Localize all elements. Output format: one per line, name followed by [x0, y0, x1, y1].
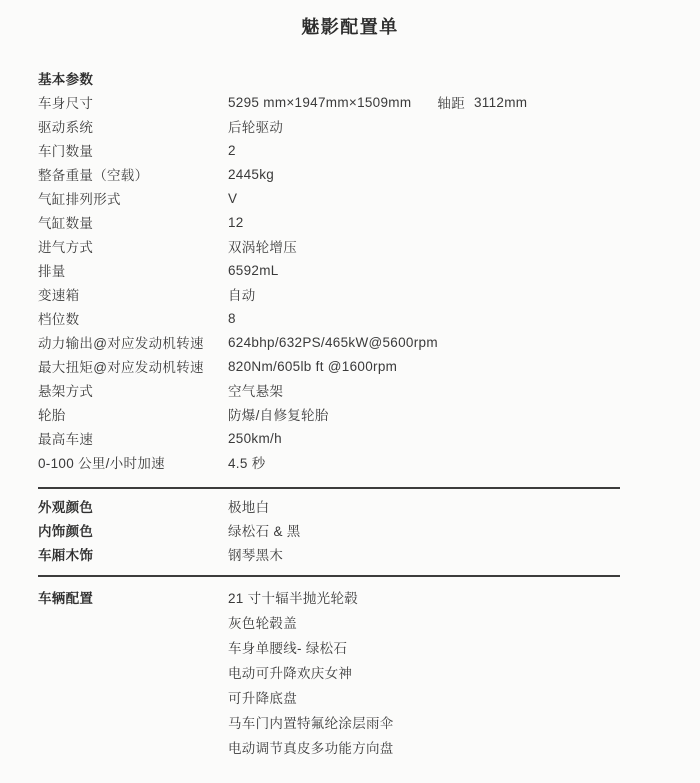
- spec-value: 624bhp/632PS/465kW@5600rpm: [228, 334, 438, 350]
- section-divider: [38, 575, 620, 577]
- config-item: 可升降底盘: [228, 690, 297, 706]
- spec-label: 车厢木饰: [38, 548, 94, 563]
- section-header-basic: 基本参数: [38, 72, 94, 87]
- spec-value: 4.5 秒: [228, 456, 266, 471]
- spec-row-interior-color: [38, 518, 620, 542]
- config-item: 车身单腰线- 绿松石: [228, 640, 348, 656]
- config-label: 车辆配置: [38, 590, 94, 606]
- spec-value: 钢琴黑木: [228, 548, 284, 563]
- config-item: 电动可升降欢庆女神: [228, 665, 353, 681]
- spec-value: 2: [228, 142, 236, 158]
- dimensions-value: 5295 mm×1947mm×1509mm: [228, 94, 412, 110]
- spec-label: 档位数: [38, 312, 80, 327]
- page-title: 魅影配置单: [301, 17, 399, 37]
- spec-row-max-torque: [38, 354, 620, 378]
- spec-value: 防爆/自修复轮胎: [228, 408, 329, 423]
- spec-label: 气缸排列形式: [38, 192, 121, 207]
- spec-row-gearbox: [38, 282, 620, 306]
- spec-row-wood-trim: [38, 542, 620, 566]
- spec-label: 最大扭矩@对应发动机转速: [38, 360, 204, 375]
- spec-row-cylinder-count: [38, 210, 620, 234]
- spec-label: 车门数量: [38, 144, 94, 159]
- config-row: [38, 584, 620, 609]
- spec-row-cylinder-layout: [38, 186, 620, 210]
- spec-label: 外观颜色: [38, 500, 94, 515]
- spec-row-top-speed: [38, 426, 620, 450]
- spec-row-gear-count: [38, 306, 620, 330]
- spec-row-suspension: [38, 378, 620, 402]
- spec-label: 轮胎: [38, 408, 66, 423]
- spec-value: 6592mL: [228, 262, 279, 278]
- spec-row-dimensions: [38, 90, 620, 114]
- spec-label: 排量: [38, 264, 66, 279]
- config-item: 灰色轮毂盖: [228, 615, 297, 631]
- section-divider: [38, 487, 620, 489]
- wheelbase-label: 轴距: [437, 96, 465, 111]
- spec-label: 最高车速: [38, 432, 94, 447]
- spec-value: 12: [228, 214, 244, 230]
- spec-label: 内饰颜色: [38, 524, 94, 539]
- spec-value: 极地白: [228, 500, 270, 515]
- spec-row-drivetrain: [38, 114, 620, 138]
- spec-row-doors: [38, 138, 620, 162]
- spec-label: 0-100 公里/小时加速: [38, 456, 165, 471]
- config-item: 21 寸十辐半抛光轮毂: [228, 590, 359, 606]
- spec-label: 整备重量（空载）: [38, 168, 149, 183]
- spec-value: [228, 92, 620, 112]
- spec-value: 2445kg: [228, 166, 275, 182]
- spec-value: 空气悬架: [228, 384, 284, 399]
- spec-value: V: [228, 190, 238, 206]
- spec-row-power-output: [38, 330, 620, 354]
- spec-value: 250km/h: [228, 430, 282, 446]
- spec-label: 变速箱: [38, 288, 80, 303]
- spec-label: 动力输出@对应发动机转速: [38, 336, 204, 351]
- spec-value: 820Nm/605lb ft @1600rpm: [228, 358, 398, 374]
- spec-row-displacement: [38, 258, 620, 282]
- config-row: [38, 609, 620, 634]
- spec-row-acceleration: [38, 450, 620, 474]
- config-row: [38, 709, 620, 734]
- spec-value: 绿松石 & 黑: [228, 524, 301, 539]
- spec-value: 后轮驱动: [228, 120, 284, 135]
- config-row: [38, 684, 620, 709]
- config-row: [38, 659, 620, 684]
- spec-row-intake: [38, 234, 620, 258]
- spec-value: 双涡轮增压: [228, 240, 297, 255]
- wheelbase-value: 3112mm: [474, 94, 528, 110]
- spec-label: 车身尺寸: [38, 96, 94, 111]
- spec-value: 自动: [228, 288, 256, 303]
- spec-label: 悬架方式: [38, 384, 94, 399]
- spec-row-tires: [38, 402, 620, 426]
- spec-row-curb-weight: [38, 162, 620, 186]
- config-row: [38, 734, 620, 759]
- spec-label: 进气方式: [38, 240, 94, 255]
- spec-row-exterior-color: [38, 494, 620, 518]
- config-row: [38, 634, 620, 659]
- spec-value: 8: [228, 310, 236, 326]
- spec-label: 气缸数量: [38, 216, 94, 231]
- spec-label: 驱动系统: [38, 120, 94, 135]
- config-item: 电动调节真皮多功能方向盘: [228, 740, 394, 756]
- config-item: 马车门内置特氟纶涂层雨伞: [228, 715, 394, 731]
